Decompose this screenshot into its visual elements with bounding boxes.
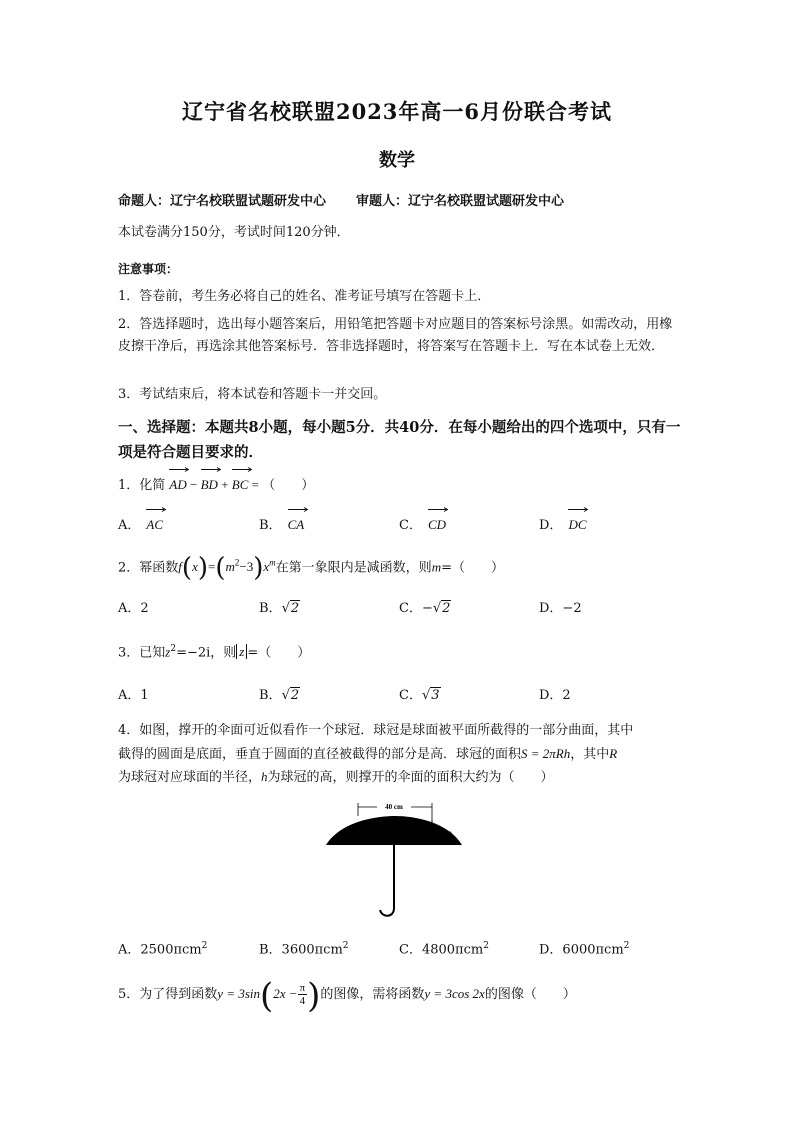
q3-option-b: B．√2 [259, 688, 300, 703]
q1-prefix: 1．化简 [118, 478, 166, 493]
reviewer: 审题人：辽宁名校联盟试题研发中心 [356, 194, 565, 209]
section-1-heading: 一、选择题：本题共8小题，每小题5分．共40分．在每小题给出的四个选项中，只有一项是符合题目要求的． [118, 419, 681, 461]
question-3: 3．已知$z^2=-2i$，则 z =（ ） [118, 644, 311, 661]
q2-option-b: B．√2 [259, 601, 300, 616]
q2-option-c: C．−√2 [399, 601, 451, 616]
dimension-height-label: 30 cm [434, 829, 452, 837]
q2-option-a: A．2 [118, 601, 149, 616]
note-item-2: 2．答选择题时，选出每小题答案后，用铅笔把答题卡对应题目的答案标号涂黑。如需改动，用橡皮擦干净后，再选涂其他答案标号．答非选择题时，将答案写在答题卡上．写在本试卷上无效． [118, 317, 673, 354]
q1-option-c: C． CD [399, 514, 446, 537]
notes-heading: 注意事项： [118, 262, 179, 276]
question-1 [118, 474, 314, 497]
note-item-3: 3．考试结束后，将本试卷和答题卡一并交回。 [118, 387, 387, 402]
exam-title: 辽宁省名校联盟2023年高一6月份联合考试 [181, 99, 613, 124]
question-2: 2．幂函数$f(x)=(m^2-3)x^m$在第一象限内是减函数，则m=（ ） [118, 553, 504, 584]
q4-option-c: C．4800πcm$^2$ [399, 941, 489, 958]
q3-option-c: C．√3 [399, 688, 440, 703]
q3-option-d: D．2 [539, 688, 571, 703]
authors-line [118, 190, 564, 209]
q1-option-d: D． DC [539, 514, 587, 537]
exam-info: 本试卷满分150分，考试时间120分钟． [118, 225, 350, 240]
umbrella-figure [320, 800, 470, 925]
question-4-line-3: 为球冠对应球面的半径，h为球冠的高，则撑开的伞面的面积大约为（ ） [118, 769, 554, 785]
exam-subject: 数学 [379, 150, 415, 171]
q2-option-d: D．−2 [539, 601, 582, 616]
q4-option-b: B．3600πcm$^2$ [259, 941, 349, 958]
q1-expression: AD − BD + BC = [169, 477, 262, 492]
vector-AD: AD [169, 474, 186, 496]
dimension-width-label: 40 cm [385, 803, 403, 811]
q4-option-a: A．2500πcm$^2$ [118, 941, 208, 958]
question-5: 5．为了得到函数y = 3sin(2x − $\frac{\pi}{4}$ )的图像，需将函数y = 3cos 2x的图像（ ） [118, 976, 576, 1016]
vector-BD: BD [201, 474, 218, 496]
q4-option-d: D．6000πcm$^2$ [539, 941, 630, 958]
q1-option-a: A． AC [118, 514, 163, 537]
proposer: 命题人：辽宁名校联盟试题研发中心 [118, 194, 327, 209]
q1-suffix: （ ） [262, 478, 315, 493]
note-item-1: 1．答卷前，考生务必将自己的姓名、准考证号填写在答题卡上． [118, 289, 491, 304]
question-4-line-1: 4．如图，撑开的伞面可近似看作一个球冠．球冠是球面被平面所截得的一部分曲面，其中 [118, 723, 634, 738]
question-4-line-2: 截得的圆面是底面，垂直于圆面的直径被截得的部分是高．球冠的面积S = 2πRh，其中R [118, 746, 618, 762]
q1-option-b: B． CA [259, 514, 304, 537]
q3-option-a: A．1 [118, 688, 149, 703]
vector-BC: BC [232, 474, 249, 496]
